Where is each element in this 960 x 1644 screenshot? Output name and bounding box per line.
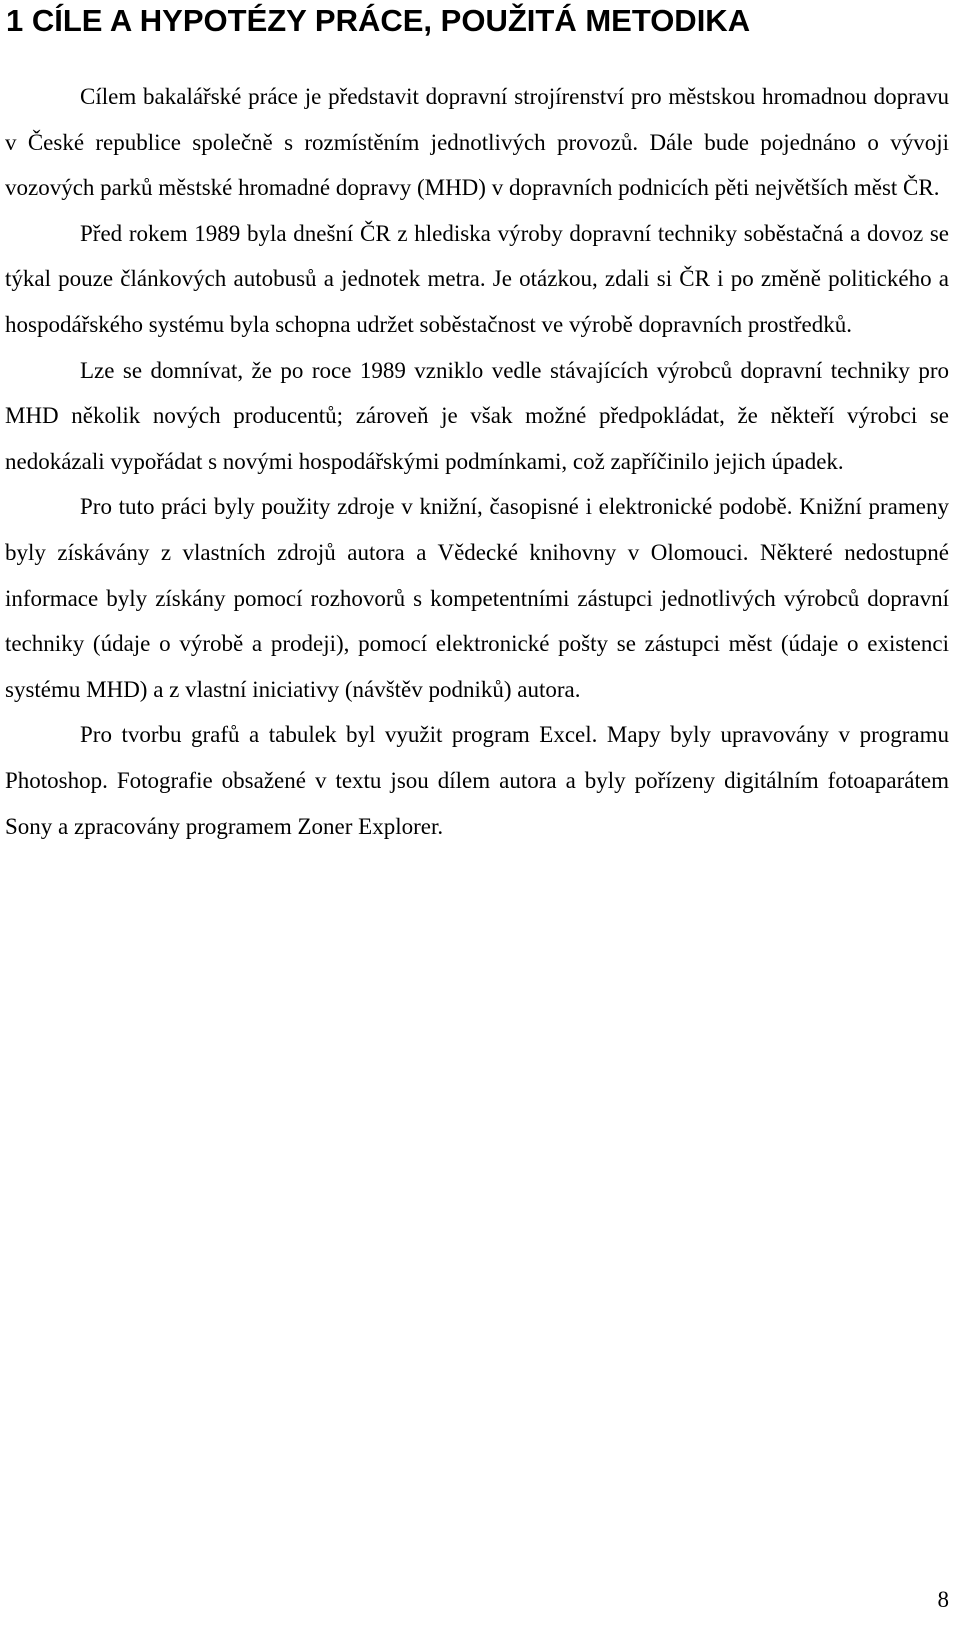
- paragraph-hypothesis: Lze se domnívat, že po roce 1989 vzniklo vedle stávajících výrobců dopravní techniky pro MHD několik nových producentů; zároveň je však možné předpokládat, že někteří výrobci se nedokázali vypořádat s novými hospodářskými podmínkami, což zapříčinilo jejich úpadek.: [5, 357, 949, 474]
- paragraph-sources: Pro tuto práci byly použity zdroje v knižní, časopisné i elektronické podobě. Knižní prameny byly získávány z vlastních zdrojů autora a Vědecké knihovny v Olomouci. Některé nedostupné informace byly získány pomocí rozhovorů s kompetentními zástupci jednotlivých výrobců dopravní techniky (údaje o výrobě a prodeji), pomocí elektronické pošty se zástupci měst (údaje o existenci systému MHD) a z vlastní iniciativy (návštěv podniků) autora.: [5, 494, 949, 702]
- paragraph-goals: Cílem bakalářské práce je představit dopravní strojírenství pro městskou hromadnou dopravu v České republice společně s rozmístěním jednotlivých provozů. Dále bude pojednáno o vývoji vozových parků městské hromadné dopravy (MHD) v dopravních podnicích pěti největších měst ČR.: [5, 84, 949, 201]
- page-number: 8: [937, 1587, 949, 1612]
- paragraph-tools: Pro tvorbu grafů a tabulek byl využit program Excel. Mapy byly upravovány v programu Photoshop. Fotografie obsažené v textu jsou dílem autora a byly pořízeny digitálním fotoaparátem Sony a zpracovány programem Zoner Explorer.: [5, 722, 949, 839]
- paragraph-history: Před rokem 1989 byla dnešní ČR z hlediska výroby dopravní techniky soběstačná a dovoz se týkal pouze článkových autobusů a jednotek metra. Je otázkou, zdali si ČR i po změně politického a hospodářského systému byla schopna udržet soběstačnost ve výrobě dopravních prostředků.: [5, 220, 949, 337]
- body-text: [5, 74, 949, 849]
- chapter-heading: 1 CÍLE A HYPOTÉZY PRÁCE, POUŽITÁ METODIKA: [6, 3, 751, 38]
